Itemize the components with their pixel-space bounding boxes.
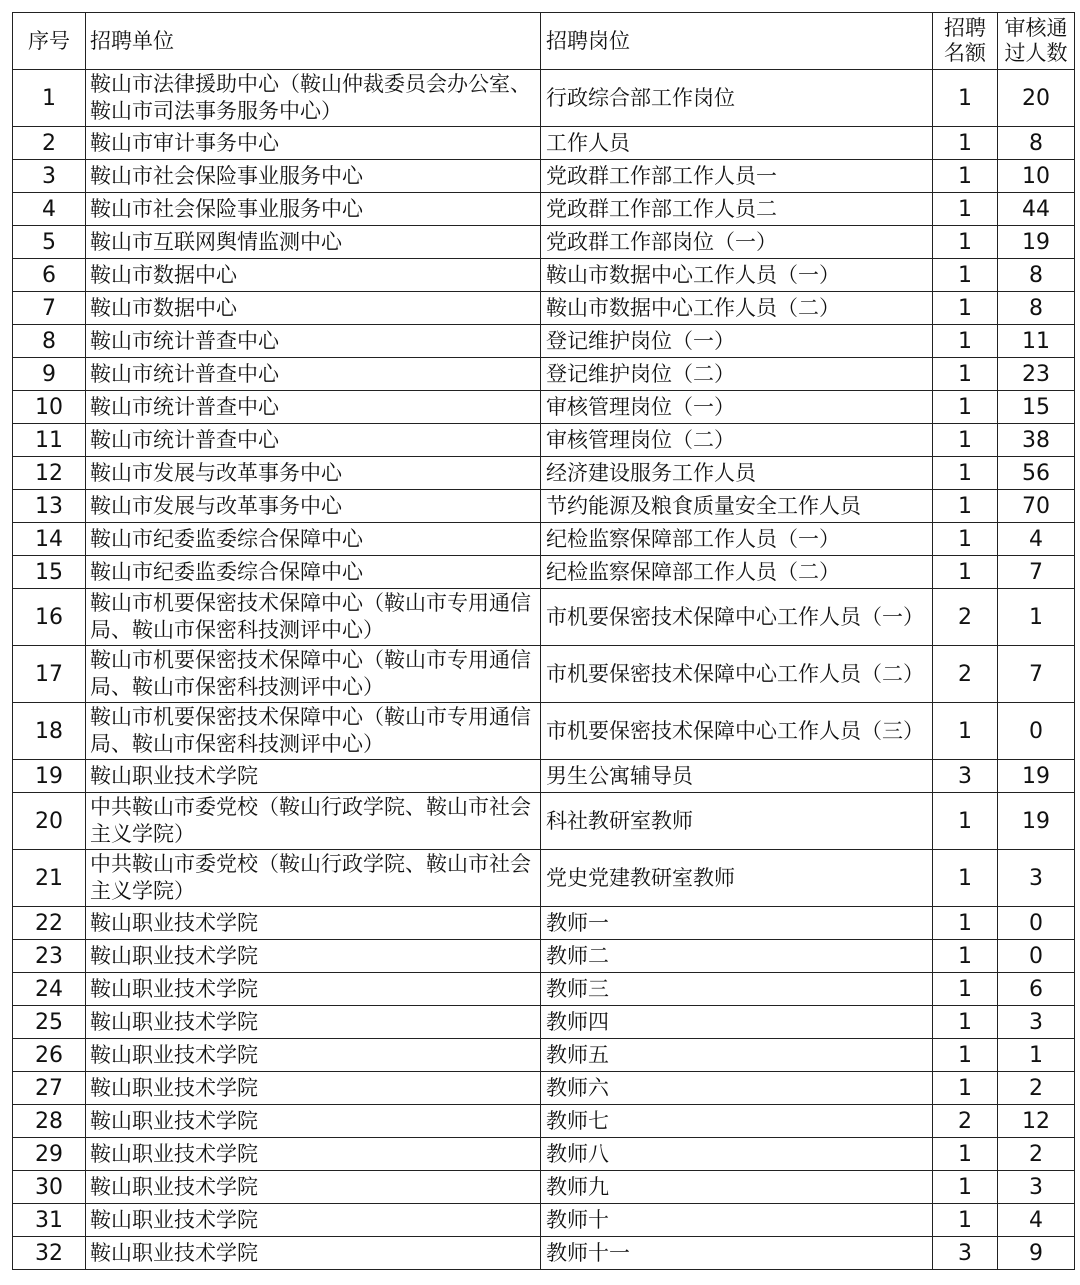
cell-quota: 1 bbox=[933, 127, 998, 160]
cell-passed: 70 bbox=[998, 490, 1075, 523]
cell-no: 30 bbox=[13, 1171, 86, 1204]
cell-post: 纪检监察保障部工作人员（一） bbox=[541, 523, 933, 556]
table-row bbox=[13, 1006, 1075, 1039]
header-no: 序号 bbox=[13, 13, 86, 70]
table-row bbox=[13, 160, 1075, 193]
cell-post: 审核管理岗位（一） bbox=[541, 391, 933, 424]
table-row bbox=[13, 703, 1075, 760]
cell-quota: 1 bbox=[933, 457, 998, 490]
cell-unit: 鞍山市机要保密技术保障中心（鞍山市专用通信局、鞍山市保密科技测评中心） bbox=[86, 646, 541, 703]
table-row bbox=[13, 391, 1075, 424]
table-body bbox=[13, 70, 1075, 1270]
cell-passed: 0 bbox=[998, 703, 1075, 760]
cell-no: 21 bbox=[13, 850, 86, 907]
cell-quota: 1 bbox=[933, 193, 998, 226]
table-row bbox=[13, 973, 1075, 1006]
cell-post: 登记维护岗位（二） bbox=[541, 358, 933, 391]
cell-unit: 鞍山职业技术学院 bbox=[86, 940, 541, 973]
cell-quota: 1 bbox=[933, 703, 998, 760]
cell-no: 20 bbox=[13, 793, 86, 850]
cell-passed: 2 bbox=[998, 1072, 1075, 1105]
header-quota-line2: 名额 bbox=[944, 41, 986, 65]
cell-post: 工作人员 bbox=[541, 127, 933, 160]
cell-unit: 鞍山职业技术学院 bbox=[86, 1006, 541, 1039]
table-row bbox=[13, 1039, 1075, 1072]
table-row bbox=[13, 907, 1075, 940]
table-row bbox=[13, 850, 1075, 907]
cell-post: 审核管理岗位（二） bbox=[541, 424, 933, 457]
cell-post: 市机要保密技术保障中心工作人员（一） bbox=[541, 589, 933, 646]
cell-passed: 19 bbox=[998, 226, 1075, 259]
header-quota bbox=[933, 13, 998, 70]
cell-unit: 鞍山市数据中心 bbox=[86, 259, 541, 292]
cell-post: 教师二 bbox=[541, 940, 933, 973]
cell-quota: 1 bbox=[933, 292, 998, 325]
cell-passed: 56 bbox=[998, 457, 1075, 490]
table-row bbox=[13, 226, 1075, 259]
cell-passed: 44 bbox=[998, 193, 1075, 226]
cell-unit: 鞍山市法律援助中心（鞍山仲裁委员会办公室、鞍山市司法事务服务中心） bbox=[86, 70, 541, 127]
cell-unit: 鞍山市统计普查中心 bbox=[86, 424, 541, 457]
cell-quota: 1 bbox=[933, 973, 998, 1006]
cell-quota: 1 bbox=[933, 793, 998, 850]
table-row bbox=[13, 646, 1075, 703]
cell-no: 5 bbox=[13, 226, 86, 259]
cell-quota: 3 bbox=[933, 1237, 998, 1270]
table-row bbox=[13, 424, 1075, 457]
cell-quota: 1 bbox=[933, 358, 998, 391]
table-row bbox=[13, 1237, 1075, 1270]
cell-no: 13 bbox=[13, 490, 86, 523]
cell-unit: 鞍山职业技术学院 bbox=[86, 1171, 541, 1204]
table-row bbox=[13, 940, 1075, 973]
cell-unit: 鞍山职业技术学院 bbox=[86, 1204, 541, 1237]
header-post: 招聘岗位 bbox=[541, 13, 933, 70]
table-row bbox=[13, 127, 1075, 160]
cell-post: 科社教研室教师 bbox=[541, 793, 933, 850]
table-row bbox=[13, 589, 1075, 646]
cell-post: 鞍山市数据中心工作人员（二） bbox=[541, 292, 933, 325]
cell-no: 7 bbox=[13, 292, 86, 325]
cell-quota: 1 bbox=[933, 940, 998, 973]
cell-no: 23 bbox=[13, 940, 86, 973]
cell-post: 教师四 bbox=[541, 1006, 933, 1039]
cell-post: 教师十 bbox=[541, 1204, 933, 1237]
cell-post: 教师七 bbox=[541, 1105, 933, 1138]
cell-post: 党政群工作部岗位（一） bbox=[541, 226, 933, 259]
cell-post: 鞍山市数据中心工作人员（一） bbox=[541, 259, 933, 292]
cell-passed: 19 bbox=[998, 760, 1075, 793]
header-quota-line1: 招聘 bbox=[944, 16, 986, 40]
table-row bbox=[13, 1138, 1075, 1171]
cell-unit: 鞍山市发展与改革事务中心 bbox=[86, 457, 541, 490]
cell-post: 市机要保密技术保障中心工作人员（二） bbox=[541, 646, 933, 703]
cell-no: 10 bbox=[13, 391, 86, 424]
cell-quota: 1 bbox=[933, 1006, 998, 1039]
cell-quota: 1 bbox=[933, 259, 998, 292]
cell-no: 28 bbox=[13, 1105, 86, 1138]
cell-post: 登记维护岗位（一） bbox=[541, 325, 933, 358]
cell-passed: 3 bbox=[998, 1171, 1075, 1204]
cell-unit: 中共鞍山市委党校（鞍山行政学院、鞍山市社会主义学院） bbox=[86, 793, 541, 850]
cell-no: 6 bbox=[13, 259, 86, 292]
cell-passed: 0 bbox=[998, 940, 1075, 973]
cell-quota: 1 bbox=[933, 850, 998, 907]
cell-quota: 2 bbox=[933, 646, 998, 703]
cell-no: 8 bbox=[13, 325, 86, 358]
cell-unit: 鞍山职业技术学院 bbox=[86, 1105, 541, 1138]
cell-passed: 1 bbox=[998, 589, 1075, 646]
cell-no: 29 bbox=[13, 1138, 86, 1171]
cell-post: 教师五 bbox=[541, 1039, 933, 1072]
cell-unit: 鞍山职业技术学院 bbox=[86, 1039, 541, 1072]
cell-no: 26 bbox=[13, 1039, 86, 1072]
cell-passed: 2 bbox=[998, 1138, 1075, 1171]
table-row bbox=[13, 325, 1075, 358]
cell-passed: 0 bbox=[998, 907, 1075, 940]
cell-no: 27 bbox=[13, 1072, 86, 1105]
cell-passed: 1 bbox=[998, 1039, 1075, 1072]
table-row bbox=[13, 490, 1075, 523]
cell-no: 2 bbox=[13, 127, 86, 160]
cell-no: 16 bbox=[13, 589, 86, 646]
cell-post: 党史党建教研室教师 bbox=[541, 850, 933, 907]
cell-no: 32 bbox=[13, 1237, 86, 1270]
cell-no: 18 bbox=[13, 703, 86, 760]
cell-no: 31 bbox=[13, 1204, 86, 1237]
cell-no: 19 bbox=[13, 760, 86, 793]
cell-quota: 1 bbox=[933, 1072, 998, 1105]
table-row bbox=[13, 292, 1075, 325]
cell-no: 4 bbox=[13, 193, 86, 226]
cell-passed: 7 bbox=[998, 646, 1075, 703]
cell-no: 24 bbox=[13, 973, 86, 1006]
cell-passed: 3 bbox=[998, 850, 1075, 907]
cell-passed: 9 bbox=[998, 1237, 1075, 1270]
cell-quota: 1 bbox=[933, 325, 998, 358]
cell-no: 12 bbox=[13, 457, 86, 490]
cell-quota: 1 bbox=[933, 1171, 998, 1204]
cell-quota: 1 bbox=[933, 1204, 998, 1237]
table-row bbox=[13, 556, 1075, 589]
cell-no: 15 bbox=[13, 556, 86, 589]
cell-no: 17 bbox=[13, 646, 86, 703]
cell-unit: 鞍山市互联网舆情监测中心 bbox=[86, 226, 541, 259]
cell-unit: 鞍山职业技术学院 bbox=[86, 1072, 541, 1105]
cell-passed: 8 bbox=[998, 292, 1075, 325]
cell-quota: 2 bbox=[933, 1105, 998, 1138]
cell-unit: 鞍山市数据中心 bbox=[86, 292, 541, 325]
cell-quota: 1 bbox=[933, 160, 998, 193]
cell-no: 9 bbox=[13, 358, 86, 391]
cell-unit: 鞍山市审计事务中心 bbox=[86, 127, 541, 160]
cell-passed: 23 bbox=[998, 358, 1075, 391]
table-row bbox=[13, 760, 1075, 793]
table-row bbox=[13, 193, 1075, 226]
cell-unit: 鞍山市机要保密技术保障中心（鞍山市专用通信局、鞍山市保密科技测评中心） bbox=[86, 589, 541, 646]
cell-post: 节约能源及粮食质量安全工作人员 bbox=[541, 490, 933, 523]
table-row bbox=[13, 793, 1075, 850]
cell-quota: 1 bbox=[933, 523, 998, 556]
cell-unit: 鞍山市机要保密技术保障中心（鞍山市专用通信局、鞍山市保密科技测评中心） bbox=[86, 703, 541, 760]
cell-unit: 鞍山市统计普查中心 bbox=[86, 391, 541, 424]
cell-passed: 38 bbox=[998, 424, 1075, 457]
table-row bbox=[13, 259, 1075, 292]
table-row bbox=[13, 1105, 1075, 1138]
cell-unit: 中共鞍山市委党校（鞍山行政学院、鞍山市社会主义学院） bbox=[86, 850, 541, 907]
cell-post: 教师十一 bbox=[541, 1237, 933, 1270]
cell-post: 经济建设服务工作人员 bbox=[541, 457, 933, 490]
cell-no: 14 bbox=[13, 523, 86, 556]
cell-passed: 4 bbox=[998, 523, 1075, 556]
cell-no: 25 bbox=[13, 1006, 86, 1039]
cell-post: 教师三 bbox=[541, 973, 933, 1006]
cell-unit: 鞍山市社会保险事业服务中心 bbox=[86, 160, 541, 193]
cell-passed: 20 bbox=[998, 70, 1075, 127]
table-row bbox=[13, 70, 1075, 127]
cell-unit: 鞍山职业技术学院 bbox=[86, 1138, 541, 1171]
cell-passed: 8 bbox=[998, 127, 1075, 160]
table-row bbox=[13, 1171, 1075, 1204]
cell-unit: 鞍山职业技术学院 bbox=[86, 907, 541, 940]
cell-passed: 3 bbox=[998, 1006, 1075, 1039]
cell-post: 党政群工作部工作人员二 bbox=[541, 193, 933, 226]
header-passed-line2: 过人数 bbox=[1004, 41, 1068, 65]
cell-passed: 15 bbox=[998, 391, 1075, 424]
cell-quota: 1 bbox=[933, 1138, 998, 1171]
cell-passed: 8 bbox=[998, 259, 1075, 292]
cell-no: 3 bbox=[13, 160, 86, 193]
header-unit: 招聘单位 bbox=[86, 13, 541, 70]
table-row bbox=[13, 523, 1075, 556]
cell-post: 行政综合部工作岗位 bbox=[541, 70, 933, 127]
cell-quota: 3 bbox=[933, 760, 998, 793]
cell-passed: 10 bbox=[998, 160, 1075, 193]
cell-post: 党政群工作部工作人员一 bbox=[541, 160, 933, 193]
cell-unit: 鞍山职业技术学院 bbox=[86, 973, 541, 1006]
table-row bbox=[13, 457, 1075, 490]
cell-quota: 1 bbox=[933, 391, 998, 424]
cell-quota: 1 bbox=[933, 1039, 998, 1072]
cell-quota: 1 bbox=[933, 226, 998, 259]
cell-unit: 鞍山市纪委监委综合保障中心 bbox=[86, 523, 541, 556]
cell-passed: 19 bbox=[998, 793, 1075, 850]
cell-quota: 1 bbox=[933, 490, 998, 523]
cell-passed: 12 bbox=[998, 1105, 1075, 1138]
cell-passed: 11 bbox=[998, 325, 1075, 358]
header-passed bbox=[998, 13, 1075, 70]
cell-post: 教师九 bbox=[541, 1171, 933, 1204]
cell-quota: 1 bbox=[933, 556, 998, 589]
cell-unit: 鞍山市社会保险事业服务中心 bbox=[86, 193, 541, 226]
cell-no: 11 bbox=[13, 424, 86, 457]
cell-passed: 4 bbox=[998, 1204, 1075, 1237]
cell-quota: 1 bbox=[933, 907, 998, 940]
cell-post: 纪检监察保障部工作人员（二） bbox=[541, 556, 933, 589]
cell-unit: 鞍山市发展与改革事务中心 bbox=[86, 490, 541, 523]
cell-post: 教师一 bbox=[541, 907, 933, 940]
table-row bbox=[13, 1072, 1075, 1105]
table-row bbox=[13, 1204, 1075, 1237]
cell-post: 教师八 bbox=[541, 1138, 933, 1171]
cell-quota: 1 bbox=[933, 424, 998, 457]
cell-post: 男生公寓辅导员 bbox=[541, 760, 933, 793]
header-passed-line1: 审核通 bbox=[1004, 16, 1068, 40]
cell-post: 市机要保密技术保障中心工作人员（三） bbox=[541, 703, 933, 760]
cell-no: 22 bbox=[13, 907, 86, 940]
cell-passed: 6 bbox=[998, 973, 1075, 1006]
cell-unit: 鞍山职业技术学院 bbox=[86, 760, 541, 793]
table-header-row bbox=[13, 13, 1075, 70]
cell-no: 1 bbox=[13, 70, 86, 127]
cell-unit: 鞍山市纪委监委综合保障中心 bbox=[86, 556, 541, 589]
cell-unit: 鞍山市统计普查中心 bbox=[86, 358, 541, 391]
cell-quota: 1 bbox=[933, 70, 998, 127]
cell-unit: 鞍山市统计普查中心 bbox=[86, 325, 541, 358]
cell-unit: 鞍山职业技术学院 bbox=[86, 1237, 541, 1270]
recruitment-review-table bbox=[12, 12, 1075, 1270]
cell-quota: 2 bbox=[933, 589, 998, 646]
cell-passed: 7 bbox=[998, 556, 1075, 589]
cell-post: 教师六 bbox=[541, 1072, 933, 1105]
table-row bbox=[13, 358, 1075, 391]
recruitment-review-table-sheet bbox=[12, 12, 1075, 1270]
